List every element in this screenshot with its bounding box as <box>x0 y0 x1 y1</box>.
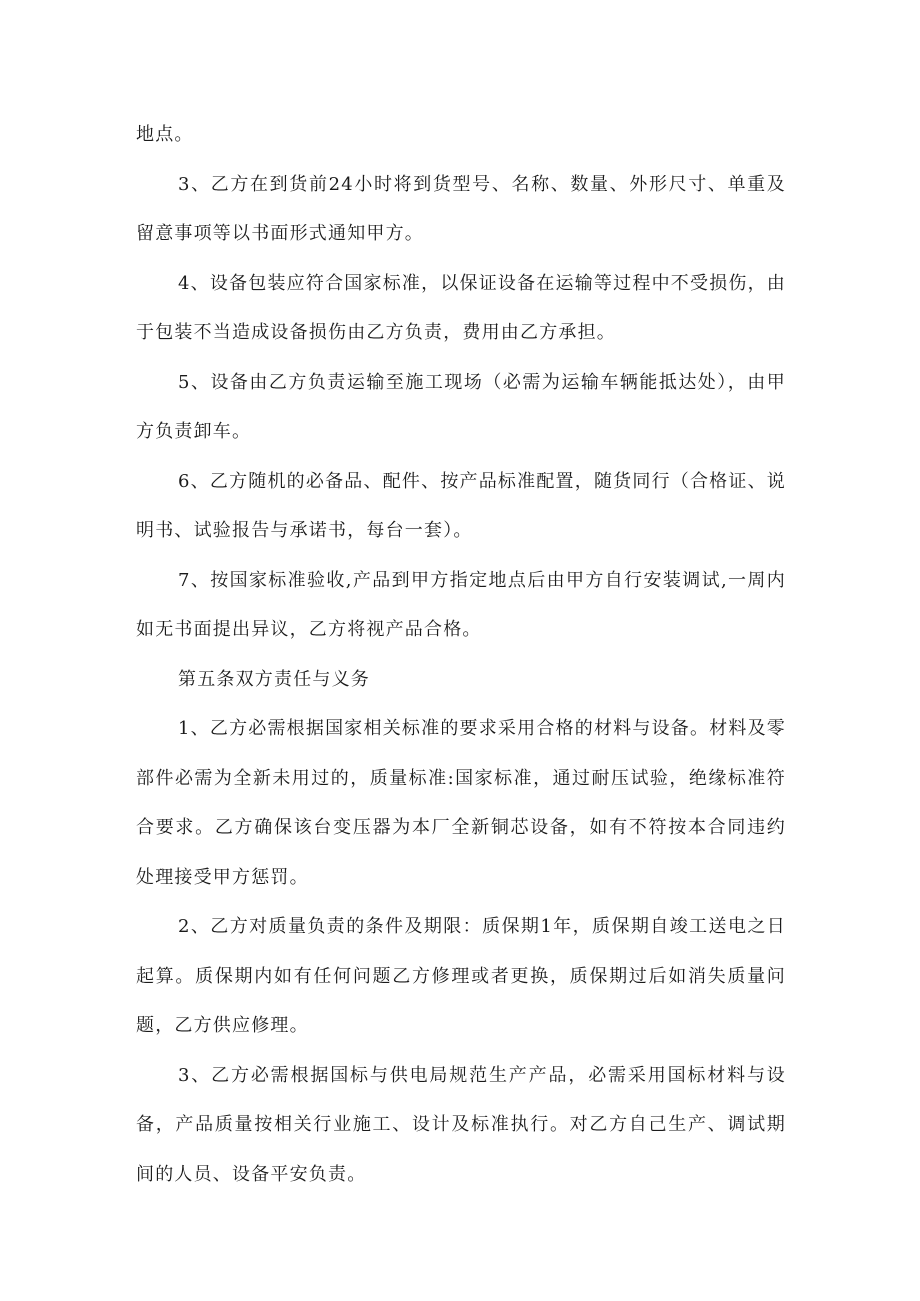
paragraph-item-3: 3、乙方在到货前24小时将到货型号、名称、数量、外形尺寸、单重及留意事项等以书面形式通知甲方。 <box>136 173 786 244</box>
paragraph-item-4: 4、设备包装应符合国家标准，以保证设备在运输等过程中不受损伤，由于包装不当造成设备损伤由乙方负责，费用由乙方承担。 <box>136 272 786 343</box>
paragraph-item-7: 7、按国家标准验收,产品到甲方指定地点后由甲方自行安装调试,一周内如无书面提出异议，乙方将视产品合格。 <box>136 569 786 640</box>
paragraph-item-5: 5、设备由乙方负责运输至施工现场（必需为运输车辆能抵达处），由甲方负责卸车。 <box>136 371 786 442</box>
section-heading-article-5: 第五条双方责任与义务 <box>178 668 370 690</box>
paragraph-responsibility-1: 1、乙方必需根据国家相关标准的要求采用合格的材料与设备。材料及零部件必需为全新未用过的，质量标准:国家标准，通过耐压试验，绝缘标准符合要求。乙方确保该台变压器为本厂全新铜芯设备，如有不符按本合同违约处理接受甲方惩罚。 <box>136 718 786 888</box>
paragraph-responsibility-3: 3、乙方必需根据国标与供电局规范生产产品，必需采用国标材料与设备，产品质量按相关行业施工、设计及标准执行。对乙方自己生产、调试期间的人员、设备平安负责。 <box>136 1064 786 1185</box>
paragraph-continuation: 地点。 <box>136 124 194 145</box>
paragraph-item-6: 6、乙方随机的必备品、配件、按产品标准配置，随货同行（合格证、说明书、试验报告与承诺书，每台一套）。 <box>136 470 786 541</box>
paragraph-responsibility-2: 2、乙方对质量负责的条件及期限：质保期1年，质保期自竣工送电之日起算。质保期内如有任何问题乙方修理或者更换，质保期过后如消失质量问题，乙方供应修理。 <box>136 916 786 1036</box>
document-body <box>136 110 786 1199</box>
